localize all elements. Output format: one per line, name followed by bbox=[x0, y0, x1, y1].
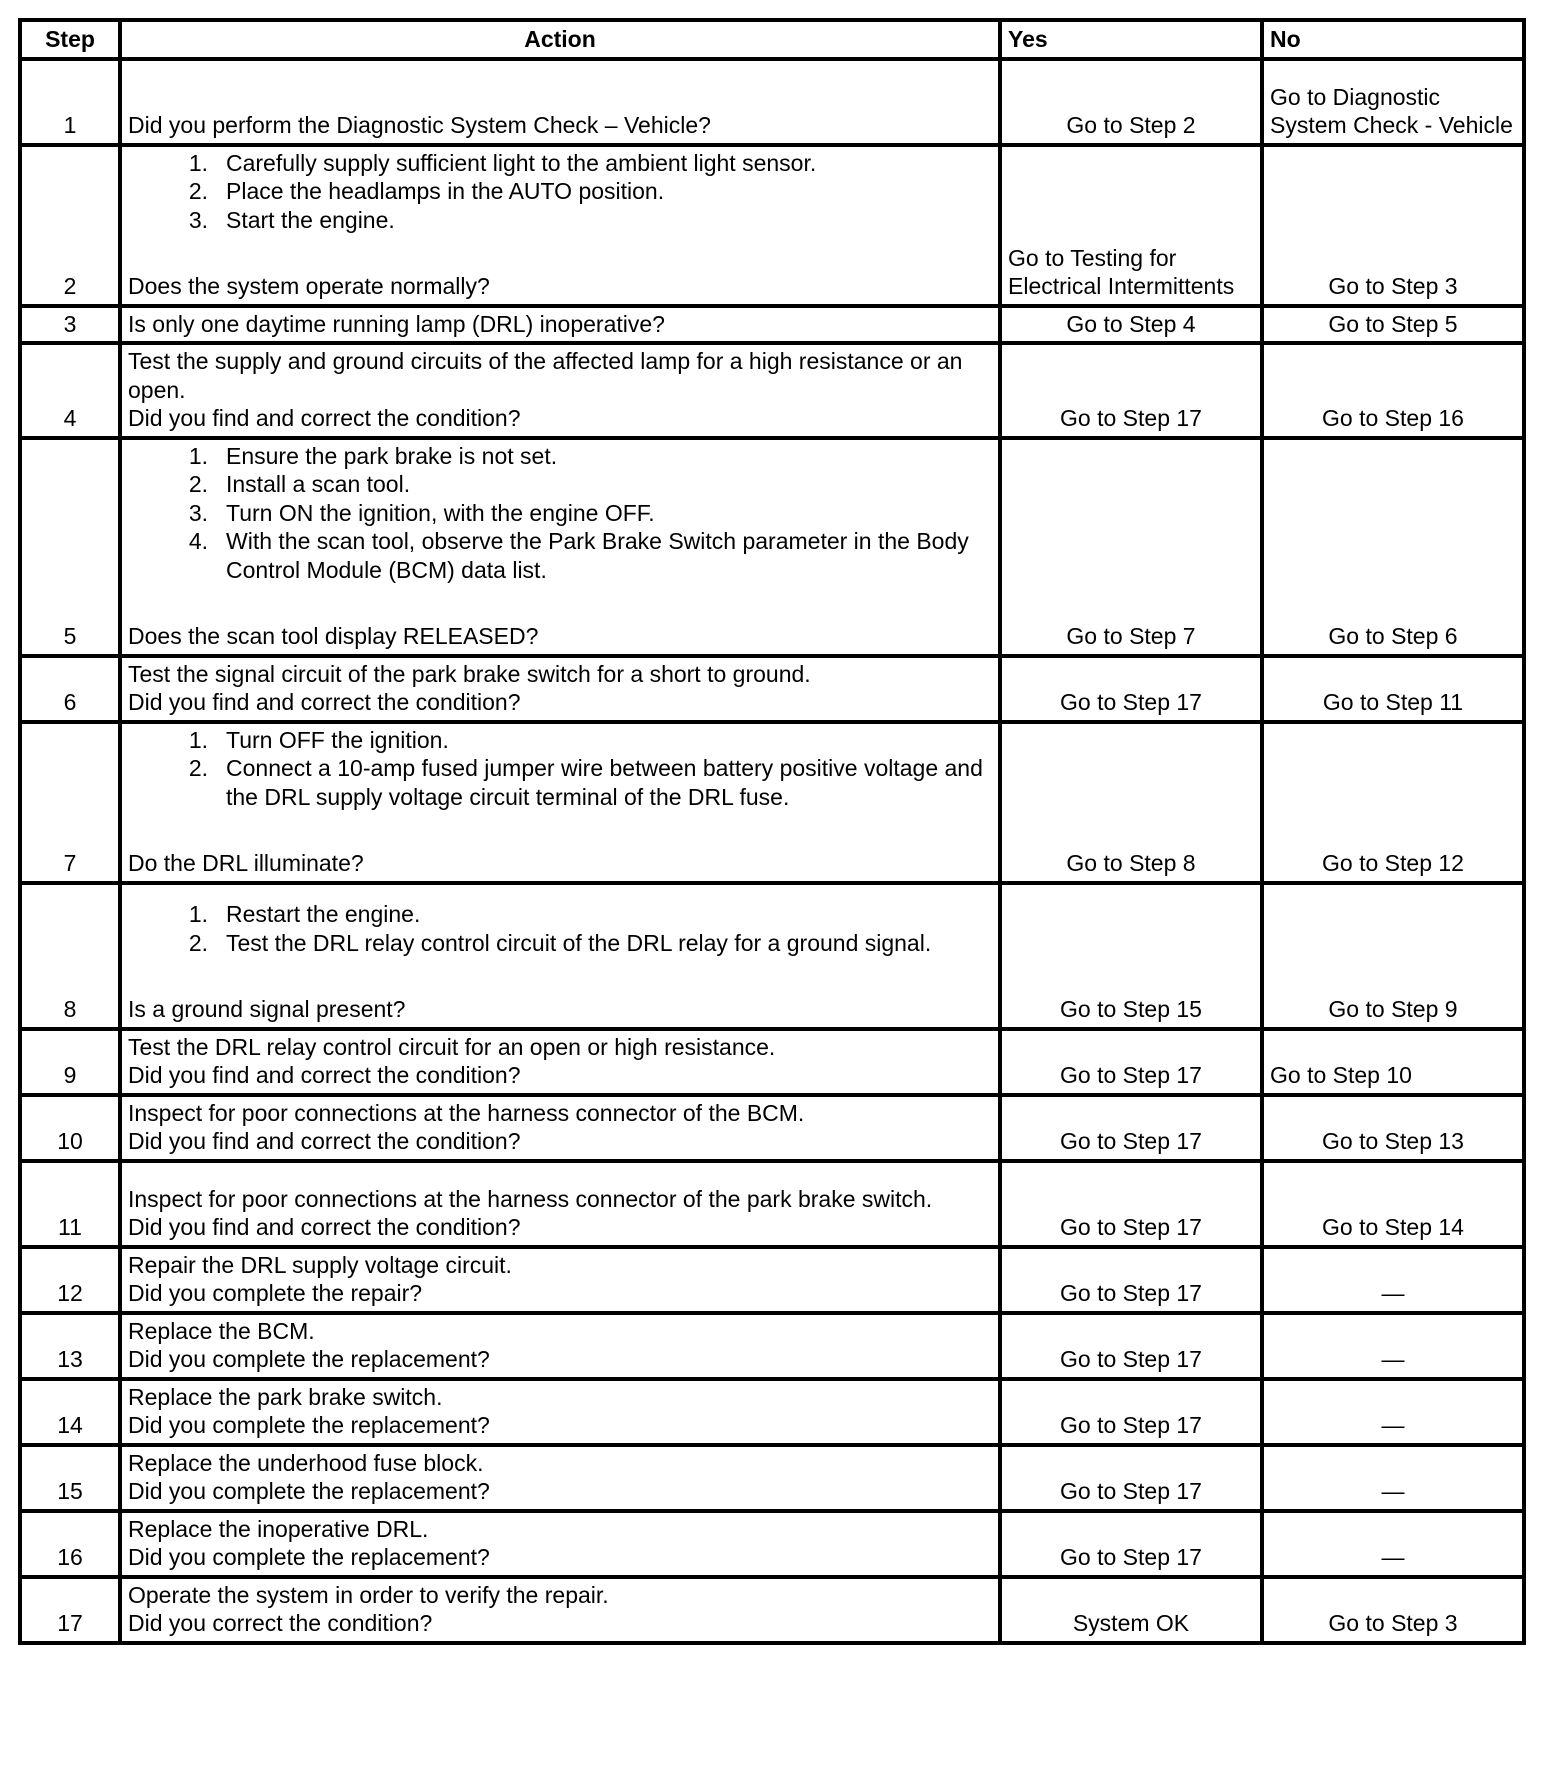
action-question: Did you find and correct the condition? bbox=[128, 689, 521, 715]
action-text: Inspect for poor connections at the harness connector of the park brake switch. bbox=[128, 1185, 933, 1212]
action-question: Did you complete the repair? bbox=[128, 1280, 423, 1306]
table-row bbox=[20, 656, 1524, 722]
table-row bbox=[20, 438, 1524, 656]
no-result: Go to Step 11 bbox=[1262, 656, 1524, 722]
action-cell bbox=[120, 1029, 1000, 1095]
action-cell bbox=[120, 722, 1000, 883]
yes-result: Go to Testing for Electrical Intermittents bbox=[1000, 145, 1262, 306]
yes-result: Go to Step 7 bbox=[1000, 438, 1262, 656]
step-number: 17 bbox=[20, 1577, 120, 1643]
action-text: Replace the underhood fuse block. bbox=[128, 1449, 484, 1476]
action-step-number: 2. bbox=[188, 755, 208, 781]
action-step-number: 3. bbox=[188, 206, 208, 233]
action-step-text: Test the DRL relay control circuit of the DRL relay for a ground signal. bbox=[226, 929, 932, 956]
action-step-item bbox=[178, 929, 992, 958]
action-step-number: 4. bbox=[188, 528, 208, 554]
action-cell bbox=[120, 343, 1000, 438]
no-result: Go to Step 16 bbox=[1262, 343, 1524, 438]
step-number: 6 bbox=[20, 656, 120, 722]
yes-result: Go to Step 17 bbox=[1000, 656, 1262, 722]
action-step-number: 2. bbox=[188, 178, 208, 204]
step-number: 4 bbox=[20, 343, 120, 438]
action-question: Did you find and correct the condition? bbox=[128, 1128, 521, 1154]
action-step-item bbox=[178, 177, 992, 206]
action-cell bbox=[120, 438, 1000, 656]
table-row bbox=[20, 722, 1524, 883]
action-step-text: Install a scan tool. bbox=[226, 471, 411, 497]
action-cell bbox=[120, 306, 1000, 344]
step-number: 13 bbox=[20, 1313, 120, 1379]
step-number: 16 bbox=[20, 1511, 120, 1577]
action-question: Did you complete the replacement? bbox=[128, 1544, 490, 1570]
step-number: 5 bbox=[20, 438, 120, 656]
action-question: Is a ground signal present? bbox=[128, 996, 406, 1022]
step-number: 9 bbox=[20, 1029, 120, 1095]
step-number: 2 bbox=[20, 145, 120, 306]
yes-result: Go to Step 17 bbox=[1000, 1511, 1262, 1577]
yes-result: Go to Step 17 bbox=[1000, 1161, 1262, 1247]
action-text: Test the signal circuit of the park brake switch for a short to ground. bbox=[128, 660, 811, 687]
table-row bbox=[20, 883, 1524, 1029]
table-row bbox=[20, 145, 1524, 306]
action-question: Does the system operate normally? bbox=[128, 273, 490, 299]
no-result: Go to Step 3 bbox=[1262, 145, 1524, 306]
action-text: Replace the park brake switch. bbox=[128, 1383, 443, 1410]
action-cell bbox=[120, 1445, 1000, 1511]
action-cell bbox=[120, 883, 1000, 1029]
step-number: 14 bbox=[20, 1379, 120, 1445]
step-number: 11 bbox=[20, 1161, 120, 1247]
action-step-text: Turn ON the ignition, with the engine OFF. bbox=[226, 499, 655, 526]
action-text: Inspect for poor connections at the harness connector of the BCM. bbox=[128, 1099, 805, 1126]
action-question: Do the DRL illuminate? bbox=[128, 850, 364, 876]
table-header-row bbox=[20, 20, 1524, 59]
action-text: Replace the BCM. bbox=[128, 1317, 315, 1344]
action-step-number: 2. bbox=[188, 471, 208, 497]
table-row bbox=[20, 343, 1524, 438]
no-result: — bbox=[1262, 1445, 1524, 1511]
yes-result: Go to Step 17 bbox=[1000, 1379, 1262, 1445]
action-text: Repair the DRL supply voltage circuit. bbox=[128, 1251, 512, 1278]
yes-result: Go to Step 17 bbox=[1000, 1313, 1262, 1379]
yes-result: Go to Step 17 bbox=[1000, 1029, 1262, 1095]
action-cell bbox=[120, 1577, 1000, 1643]
action-step-text: Place the headlamps in the AUTO position. bbox=[226, 178, 665, 204]
yes-result: Go to Step 8 bbox=[1000, 722, 1262, 883]
no-result: Go to Diagnostic System Check - Vehicle bbox=[1262, 59, 1524, 145]
yes-result: Go to Step 4 bbox=[1000, 306, 1262, 344]
action-step-item bbox=[178, 499, 992, 528]
action-steps-list bbox=[128, 726, 992, 812]
action-step-number: 1. bbox=[188, 901, 208, 927]
action-step-text: Start the engine. bbox=[226, 206, 395, 233]
action-question: Did you find and correct the condition? bbox=[128, 405, 521, 431]
step-number: 1 bbox=[20, 59, 120, 145]
yes-result: Go to Step 15 bbox=[1000, 883, 1262, 1029]
action-steps-list bbox=[128, 900, 992, 957]
no-result: — bbox=[1262, 1313, 1524, 1379]
action-cell bbox=[120, 1161, 1000, 1247]
no-result: Go to Step 13 bbox=[1262, 1095, 1524, 1161]
action-step-number: 3. bbox=[188, 499, 208, 526]
no-result: — bbox=[1262, 1511, 1524, 1577]
no-result: Go to Step 3 bbox=[1262, 1577, 1524, 1643]
table-row bbox=[20, 1029, 1524, 1095]
action-cell bbox=[120, 59, 1000, 145]
action-step-text: Carefully supply sufficient light to the ambient light sensor. bbox=[226, 149, 817, 176]
yes-result: System OK bbox=[1000, 1577, 1262, 1643]
header-step: Step bbox=[20, 20, 120, 59]
diagnostic-table bbox=[18, 18, 1526, 1645]
action-cell bbox=[120, 1247, 1000, 1313]
yes-result: Go to Step 2 bbox=[1000, 59, 1262, 145]
action-step-number: 2. bbox=[188, 929, 208, 956]
action-step-item bbox=[178, 527, 992, 584]
table-body bbox=[20, 59, 1524, 1643]
no-result: — bbox=[1262, 1379, 1524, 1445]
action-step-number: 1. bbox=[188, 442, 208, 469]
action-step-text: Turn OFF the ignition. bbox=[226, 726, 449, 753]
no-result: Go to Step 12 bbox=[1262, 722, 1524, 883]
action-step-text: With the scan tool, observe the Park Brake Switch parameter in the Body Control Module (BCM) data list. bbox=[226, 528, 969, 583]
step-number: 15 bbox=[20, 1445, 120, 1511]
step-number: 12 bbox=[20, 1247, 120, 1313]
action-text: Is only one daytime running lamp (DRL) inoperative? bbox=[128, 310, 665, 337]
step-number: 7 bbox=[20, 722, 120, 883]
action-question: Does the scan tool display RELEASED? bbox=[128, 623, 539, 649]
table-row bbox=[20, 1095, 1524, 1161]
action-cell bbox=[120, 656, 1000, 722]
table-row bbox=[20, 59, 1524, 145]
action-text: Test the DRL relay control circuit for an open or high resistance. bbox=[128, 1033, 776, 1060]
no-result: Go to Step 14 bbox=[1262, 1161, 1524, 1247]
action-step-item bbox=[178, 442, 992, 471]
action-question: Did you complete the replacement? bbox=[128, 1412, 490, 1438]
table-row bbox=[20, 1445, 1524, 1511]
header-no: No bbox=[1262, 20, 1524, 59]
no-result: Go to Step 9 bbox=[1262, 883, 1524, 1029]
table-row bbox=[20, 1313, 1524, 1379]
action-step-text: Connect a 10-amp fused jumper wire between battery positive voltage and the DRL supply voltage circuit terminal of the DRL fuse. bbox=[226, 755, 983, 810]
action-steps-list bbox=[128, 442, 992, 585]
yes-result: Go to Step 17 bbox=[1000, 1095, 1262, 1161]
action-step-item bbox=[178, 149, 992, 178]
header-yes: Yes bbox=[1000, 20, 1262, 59]
action-step-text: Ensure the park brake is not set. bbox=[226, 442, 558, 469]
table-row bbox=[20, 306, 1524, 344]
action-step-item bbox=[178, 470, 992, 499]
table-row bbox=[20, 1511, 1524, 1577]
action-cell bbox=[120, 145, 1000, 306]
action-question: Did you complete the replacement? bbox=[128, 1346, 490, 1372]
action-step-text: Restart the engine. bbox=[226, 901, 421, 927]
action-cell bbox=[120, 1379, 1000, 1445]
action-text: Operate the system in order to verify the repair. bbox=[128, 1581, 609, 1608]
action-steps-list bbox=[128, 149, 992, 235]
action-question: Did you correct the condition? bbox=[128, 1610, 433, 1636]
action-cell bbox=[120, 1313, 1000, 1379]
action-step-number: 1. bbox=[188, 726, 208, 753]
action-step-item bbox=[178, 900, 992, 929]
action-text: Test the supply and ground circuits of the affected lamp for a high resistance or an open. bbox=[128, 348, 963, 403]
action-cell bbox=[120, 1511, 1000, 1577]
step-number: 3 bbox=[20, 306, 120, 344]
no-result: Go to Step 6 bbox=[1262, 438, 1524, 656]
action-cell bbox=[120, 1095, 1000, 1161]
table-row bbox=[20, 1577, 1524, 1643]
action-text: Did you perform the Diagnostic System Check – Vehicle? bbox=[128, 112, 711, 138]
action-step-item bbox=[178, 754, 992, 811]
step-number: 10 bbox=[20, 1095, 120, 1161]
action-text: Replace the inoperative DRL. bbox=[128, 1515, 429, 1542]
table-row bbox=[20, 1379, 1524, 1445]
action-step-number: 1. bbox=[188, 149, 208, 176]
step-number: 8 bbox=[20, 883, 120, 1029]
action-step-item bbox=[178, 206, 992, 235]
yes-result: Go to Step 17 bbox=[1000, 1445, 1262, 1511]
yes-result: Go to Step 17 bbox=[1000, 343, 1262, 438]
action-question: Did you find and correct the condition? bbox=[128, 1062, 521, 1088]
header-action: Action bbox=[120, 20, 1000, 59]
action-step-item bbox=[178, 726, 992, 755]
action-question: Did you complete the replacement? bbox=[128, 1478, 490, 1504]
no-result: — bbox=[1262, 1247, 1524, 1313]
table-row bbox=[20, 1247, 1524, 1313]
yes-result: Go to Step 17 bbox=[1000, 1247, 1262, 1313]
no-result: Go to Step 10 bbox=[1262, 1029, 1524, 1095]
no-result: Go to Step 5 bbox=[1262, 306, 1524, 344]
table-row bbox=[20, 1161, 1524, 1247]
action-question: Did you find and correct the condition? bbox=[128, 1214, 521, 1240]
